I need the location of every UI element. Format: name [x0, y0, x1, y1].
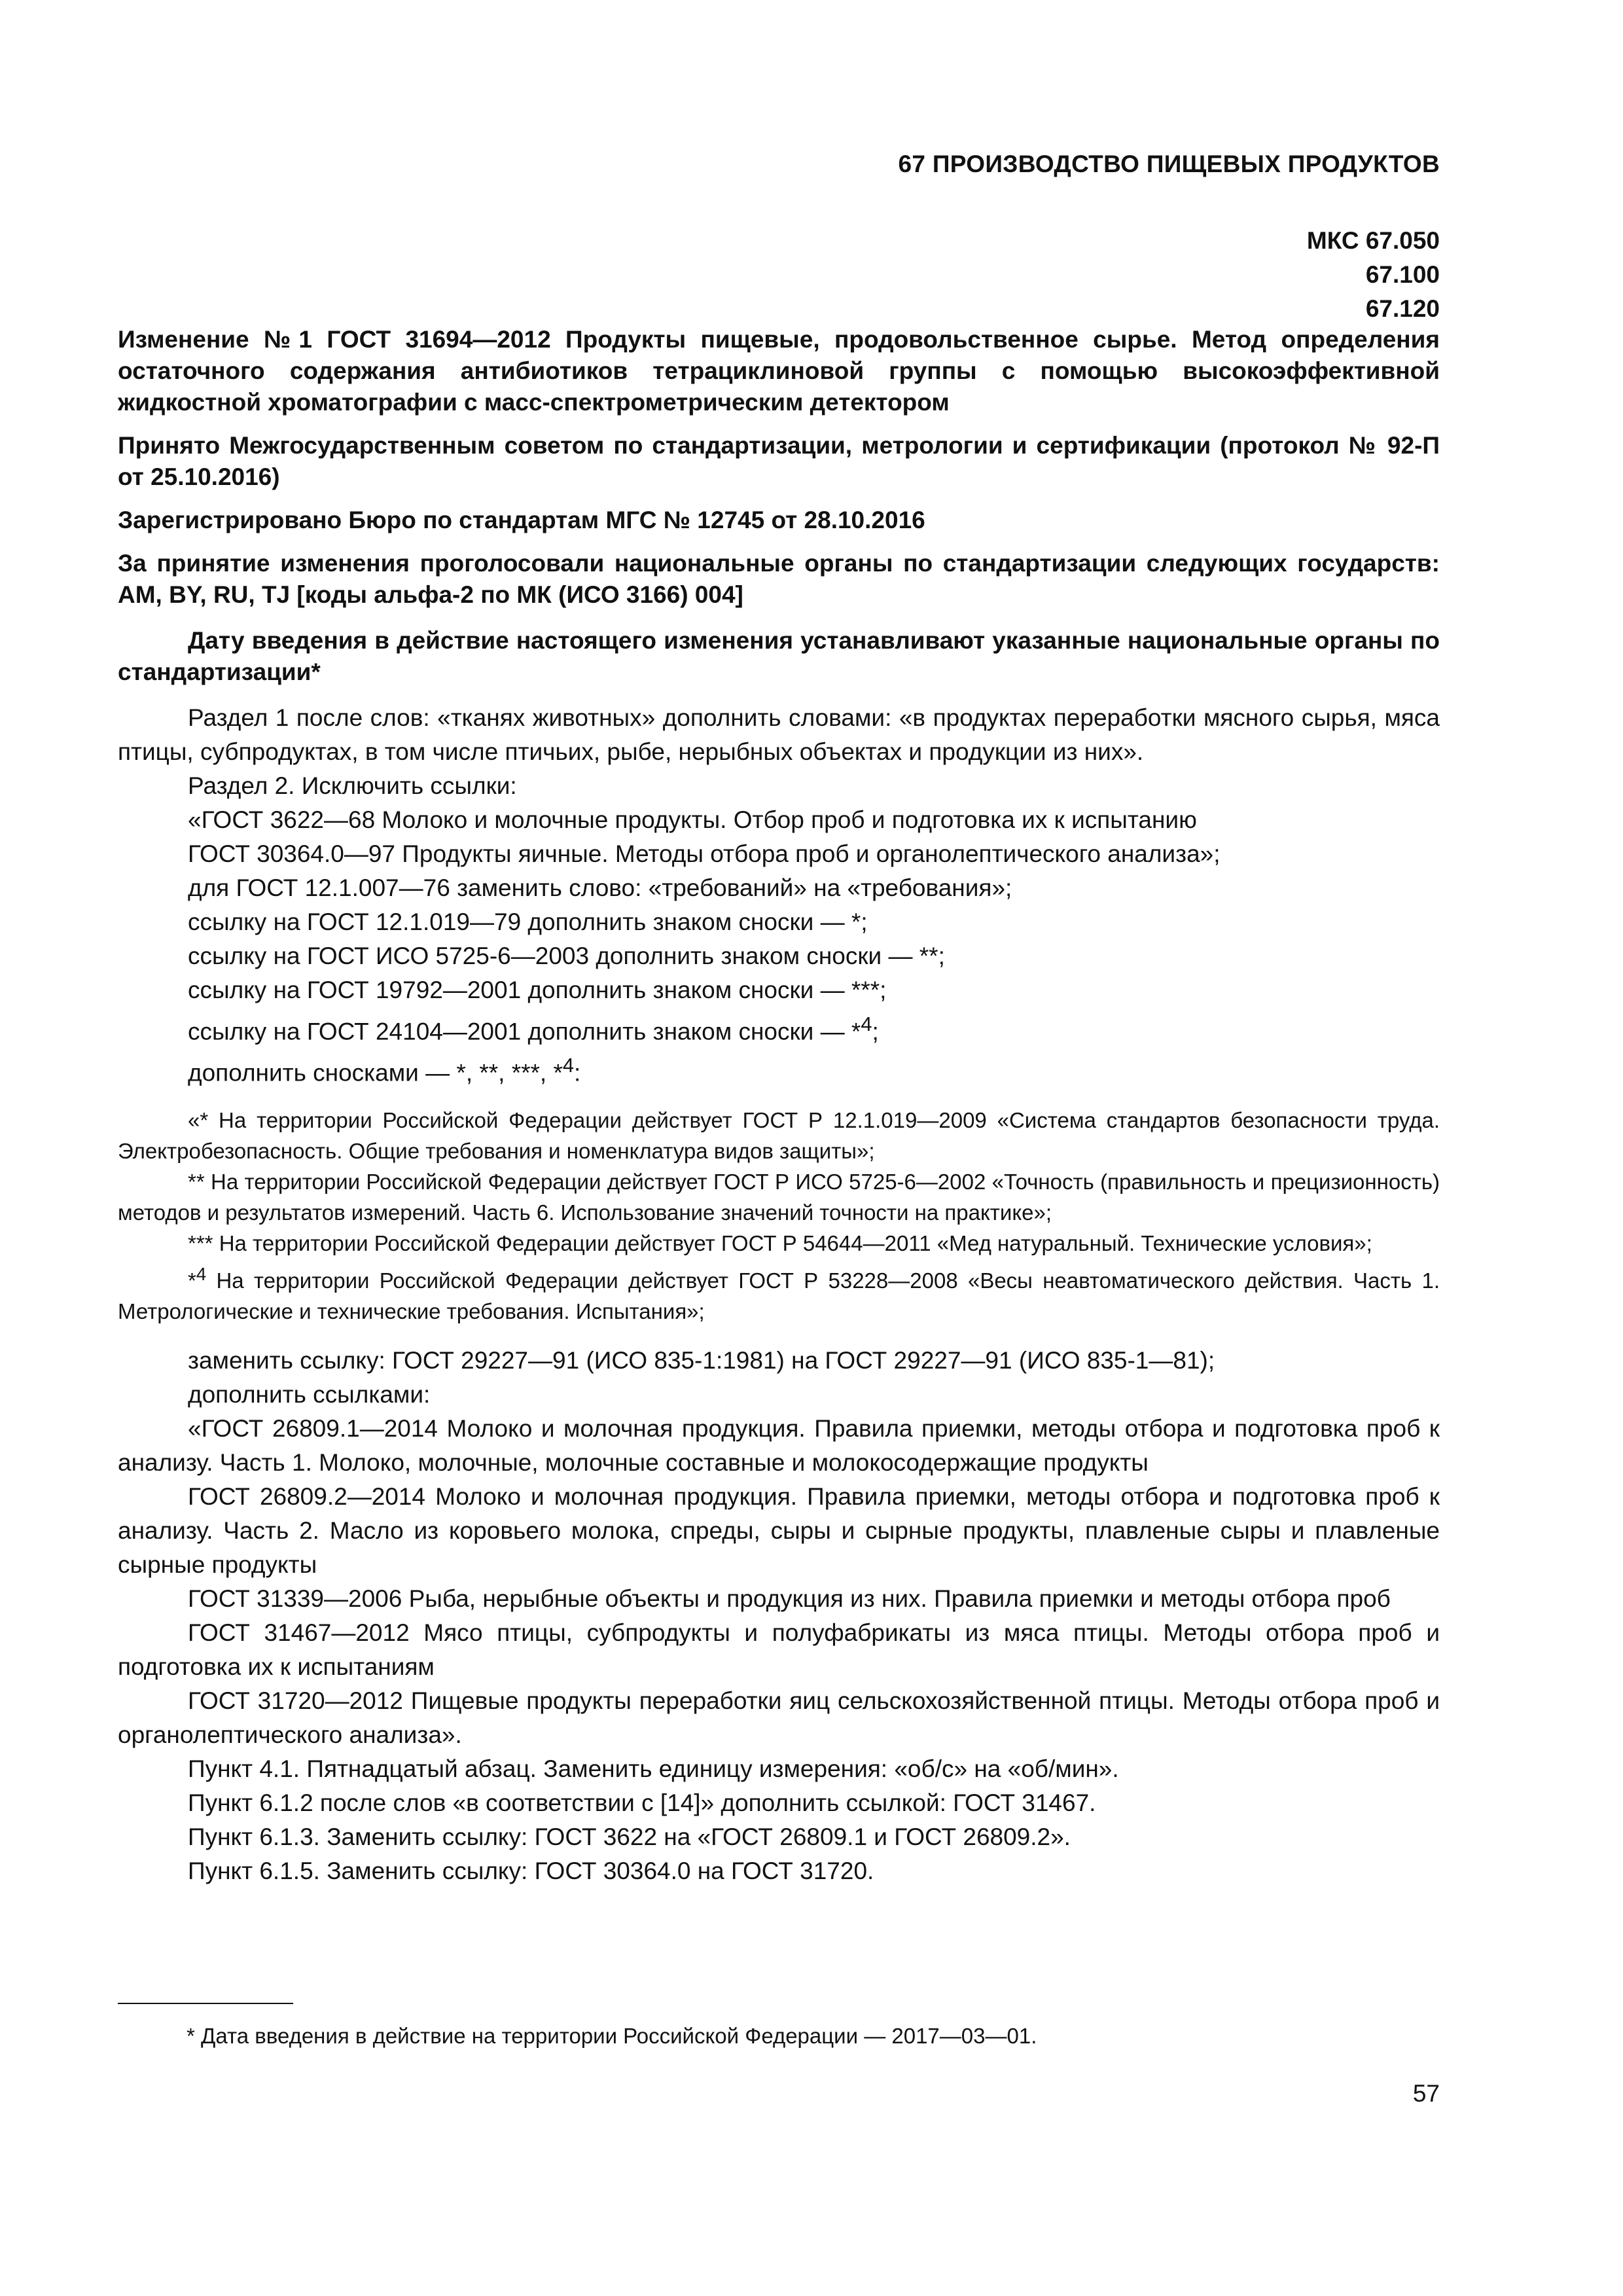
mks-codes: [1307, 224, 1440, 326]
paragraph: Пункт 4.1. Пятнадцатый абзац. Заменить единицу измерения: «об/с» на «об/мин».: [188, 1755, 1119, 1782]
inserted-footnote: *** На территории Российской Федерации действует ГОСТ Р 54644—2011 «Мед натуральный. Технические условия»;: [188, 1230, 1372, 1255]
mks-code-line: МКС 67.050: [1306, 227, 1440, 254]
document-body: [118, 324, 1440, 1888]
voted-statement: За принятие изменения проголосовали национальные органы по стандартизации следующих государств: AM, BY, RU, TJ [коды альфа-2 по МК (ИСО 3166) 004]: [118, 550, 1440, 608]
footnote-text: На территории Российской Федерации действует ГОСТ Р 53228—2008 «Весы неавтоматического действия. Часть 1. Метрологические и технические требования. Испытания»;: [118, 1268, 1440, 1323]
paragraph: ссылку на ГОСТ 12.1.019—79 дополнить знаком сноски — *;: [188, 908, 868, 935]
inserted-footnotes: [118, 1105, 1440, 1327]
paragraph: [118, 1049, 1440, 1090]
paragraph: «ГОСТ 26809.1—2014 Молоко и молочная продукция. Правила приемки, методы отбора и подготовка проб к анализу. Часть 1. Молоко, молочные, молочные составные и молокосодержащие продукты: [118, 1414, 1440, 1476]
effective-date-statement: Дату введения в действие настоящего изменения устанавливают указанные национальные органы по стандартизации*: [118, 627, 1440, 685]
paragraph: Пункт 6.1.3. Заменить ссылку: ГОСТ 3622 на «ГОСТ 26809.1 и ГОСТ 26809.2».: [188, 1823, 1071, 1850]
inserted-footnote: «* На территории Российской Федерации действует ГОСТ Р 12.1.019—2009 «Система стандартов безопасности труда. Электробезопасность. Общие требования и номенклатура видов защиты»;: [118, 1107, 1440, 1163]
paragraph: Пункт 6.1.5. Заменить ссылку: ГОСТ 30364.0 на ГОСТ 31720.: [188, 1857, 874, 1884]
paragraph: ГОСТ 31467—2012 Мясо птицы, субпродукты и полуфабрикаты из мяса птицы. Методы отбора проб и подготовка их к испытаниям: [118, 1619, 1440, 1680]
inserted-footnote: [118, 1259, 1440, 1327]
superscript: 4: [562, 1054, 575, 1077]
paragraph-end: ;: [872, 1018, 879, 1045]
page-footnote: * Дата введения в действие на территории Российской Федерации — 2017—03—01.: [187, 2024, 1037, 2048]
superscript: 4: [196, 1263, 207, 1284]
paragraph: Раздел 2. Исключить ссылки:: [188, 772, 517, 799]
footnote-divider: [118, 2003, 293, 2004]
registered-statement: Зарегистрировано Бюро по стандартам МГС № 12745 от 28.10.2016: [118, 507, 925, 533]
paragraph-text: ссылку на ГОСТ 24104—2001 дополнить знаком сноски — *: [188, 1018, 861, 1045]
paragraph: ссылку на ГОСТ 19792—2001 дополнить знаком сноски — ***;: [188, 977, 887, 1003]
paragraph-text: дополнить сносками — *, **, ***, *: [188, 1059, 563, 1086]
mks-code-line: 67.100: [1365, 261, 1440, 288]
paragraph: Пункт 6.1.2 после слов «в соответствии с [14]» дополнить ссылкой: ГОСТ 31467.: [188, 1789, 1096, 1816]
paragraph: дополнить ссылками:: [188, 1380, 431, 1408]
paragraph: [118, 1007, 1440, 1049]
paragraph: Раздел 1 после слов: «тканях животных» дополнить словами: «в продуктах переработки мясного сырья, мяса птицы, субпродуктах, в том числе птичьих, рыбе, нерыбных объектах и продукции из них».: [118, 704, 1440, 765]
superscript: 4: [861, 1013, 872, 1035]
paragraph: ссылку на ГОСТ ИСО 5725-6—2003 дополнить знаком сноски — **;: [188, 942, 945, 969]
adopted-statement: Принято Межгосударственным советом по стандартизации, метрологии и сертификации (протокол № 92-П от 25.10.2016): [118, 432, 1440, 490]
page-number: 57: [1412, 2080, 1440, 2107]
section-title: 67 ПРОИЗВОДСТВО ПИЩЕВЫХ ПРОДУКТОВ: [898, 151, 1440, 177]
footnote-star: *: [188, 1268, 196, 1293]
paragraph: для ГОСТ 12.1.007—76 заменить слово: «требований» на «требования»;: [188, 874, 1012, 901]
mks-code-line: 67.120: [1365, 295, 1440, 322]
paragraph: ГОСТ 26809.2—2014 Молоко и молочная продукция. Правила приемки, методы отбора и подготовка проб к анализу. Часть 2. Масло из коровьего молока, спреды, сыры и сырные продукты, плавленые сыры и плавленые сырные продукты: [118, 1482, 1440, 1578]
paragraph: «ГОСТ 3622—68 Молоко и молочные продукты. Отбор проб и подготовка их к испытанию: [188, 806, 1197, 833]
paragraph: ГОСТ 31720—2012 Пищевые продукты переработки яиц сельскохозяйственной птицы. Методы отбора проб и органолептического анализа».: [118, 1687, 1440, 1748]
paragraph-end: :: [574, 1059, 581, 1086]
paragraph: заменить ссылку: ГОСТ 29227—91 (ИСО 835-1:1981) на ГОСТ 29227—91 (ИСО 835-1—81);: [188, 1346, 1215, 1374]
amendment-title: Изменение №1 ГОСТ 31694—2012 Продукты пищевые, продовольственное сырье. Метод определения остаточного содержания антибиотиков тетрациклиновой группы с помощью высокоэффективной жидкостной хроматографии с масс-спектрометрическим детектором: [118, 326, 1440, 416]
paragraph: ГОСТ 30364.0—97 Продукты яичные. Методы отбора проб и органолептического анализа»;: [188, 840, 1221, 867]
inserted-footnote: ** На территории Российской Федерации действует ГОСТ Р ИСО 5725-6—2002 «Точность (правильность и прецизионность) методов и результатов измерений. Часть 6. Использование значений точности на практике»;: [118, 1169, 1440, 1225]
paragraph: ГОСТ 31339—2006 Рыба, нерыбные объекты и продукция из них. Правила приемки и методы отбора проб: [188, 1585, 1391, 1612]
